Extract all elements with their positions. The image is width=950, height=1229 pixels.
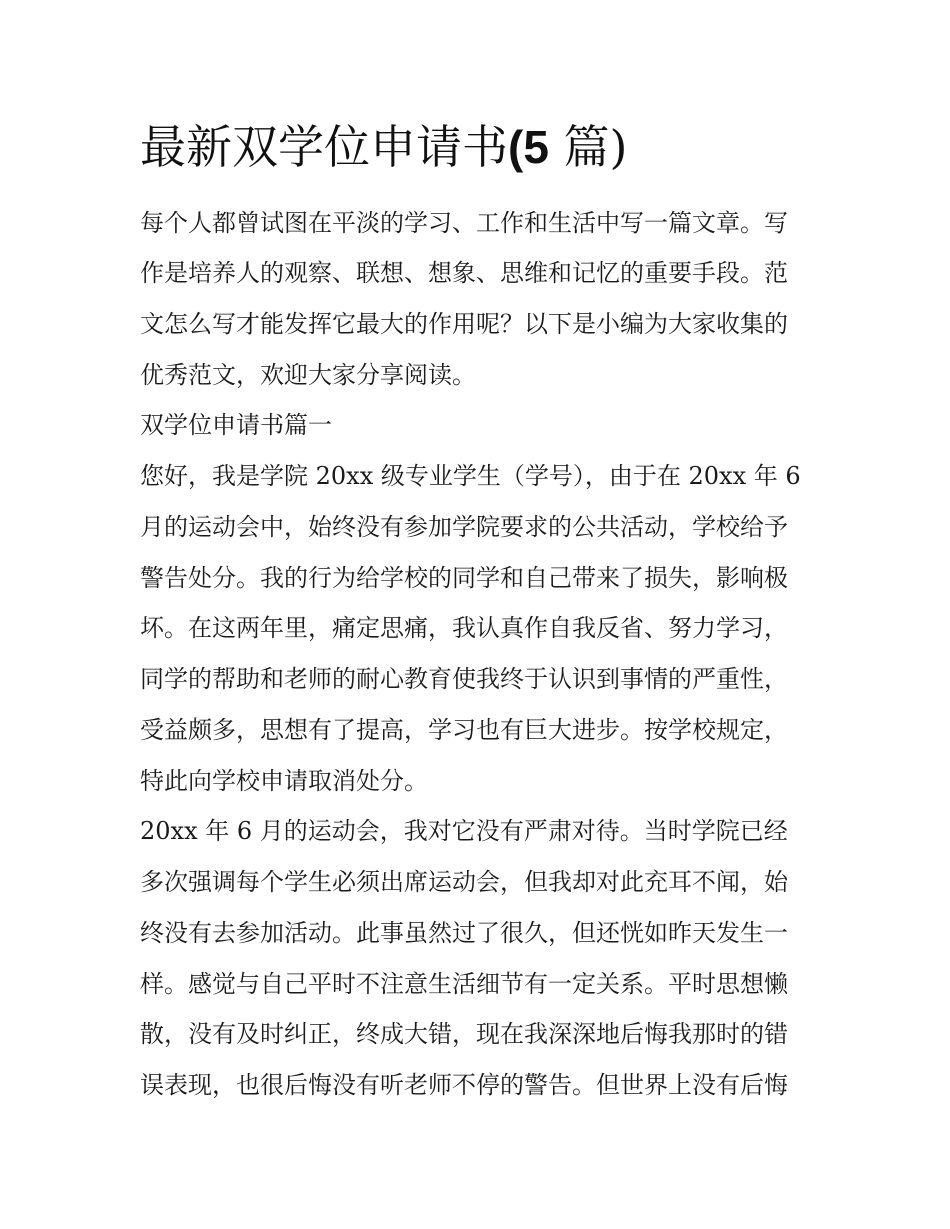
body-line: 您好，我是学院 20xx 级专业学生（学号），由于在 20xx 年 6: [140, 462, 801, 490]
intro-line: 作是培养人的观察、联想、想象、思维和记忆的重要手段。范: [140, 259, 788, 287]
document-title: [140, 118, 627, 176]
intro-line: 每个人都曾试图在平淡的学习、工作和生活中写一篇文章。写: [140, 209, 788, 237]
body-line: 同学的帮助和老师的耐心教育使我终于认识到事情的严重性，: [140, 665, 788, 693]
body-line: 20xx 年 6 月的运动会，我对它没有严肃对待。当时学院已经: [140, 817, 788, 845]
intro-line: 优秀范文，欢迎大家分享阅读。: [140, 361, 476, 389]
body-line: 特此向学校申请取消处分。: [140, 767, 428, 795]
body-line: 坏。在这两年里，痛定思痛，我认真作自我反省、努力学习，: [140, 614, 788, 642]
title-suffix: 篇): [563, 120, 628, 174]
title-prefix: 最新双学位申请书: [140, 120, 508, 174]
body-line: 散，没有及时纠正，终成大错，现在我深深地后悔我那时的错: [140, 1020, 788, 1048]
title-number: (5: [508, 121, 549, 173]
body-line: 终没有去参加活动。此事虽然过了很久，但还恍如昨天发生一: [140, 919, 788, 947]
body-line: 样。感觉与自己平时不注意生活细节有一定关系。平时思想懒: [140, 970, 788, 998]
body-line: 误表现，也很后悔没有听老师不停的警告。但世界上没有后悔: [140, 1071, 788, 1099]
body-line: 月的运动会中，始终没有参加学院要求的公共活动，学校给予: [140, 513, 788, 541]
body-line: 警告处分。我的行为给学校的同学和自己带来了损失，影响极: [140, 564, 788, 592]
section-heading: 双学位申请书篇一: [140, 411, 332, 439]
intro-line: 文怎么写才能发挥它最大的作用呢？以下是小编为大家收集的: [140, 310, 788, 338]
body-line: 多次强调每个学生必须出席运动会，但我却对此充耳不闻，始: [140, 868, 788, 896]
body-line: 受益颇多，思想有了提高，学习也有巨大进步。按学校规定，: [140, 716, 788, 744]
